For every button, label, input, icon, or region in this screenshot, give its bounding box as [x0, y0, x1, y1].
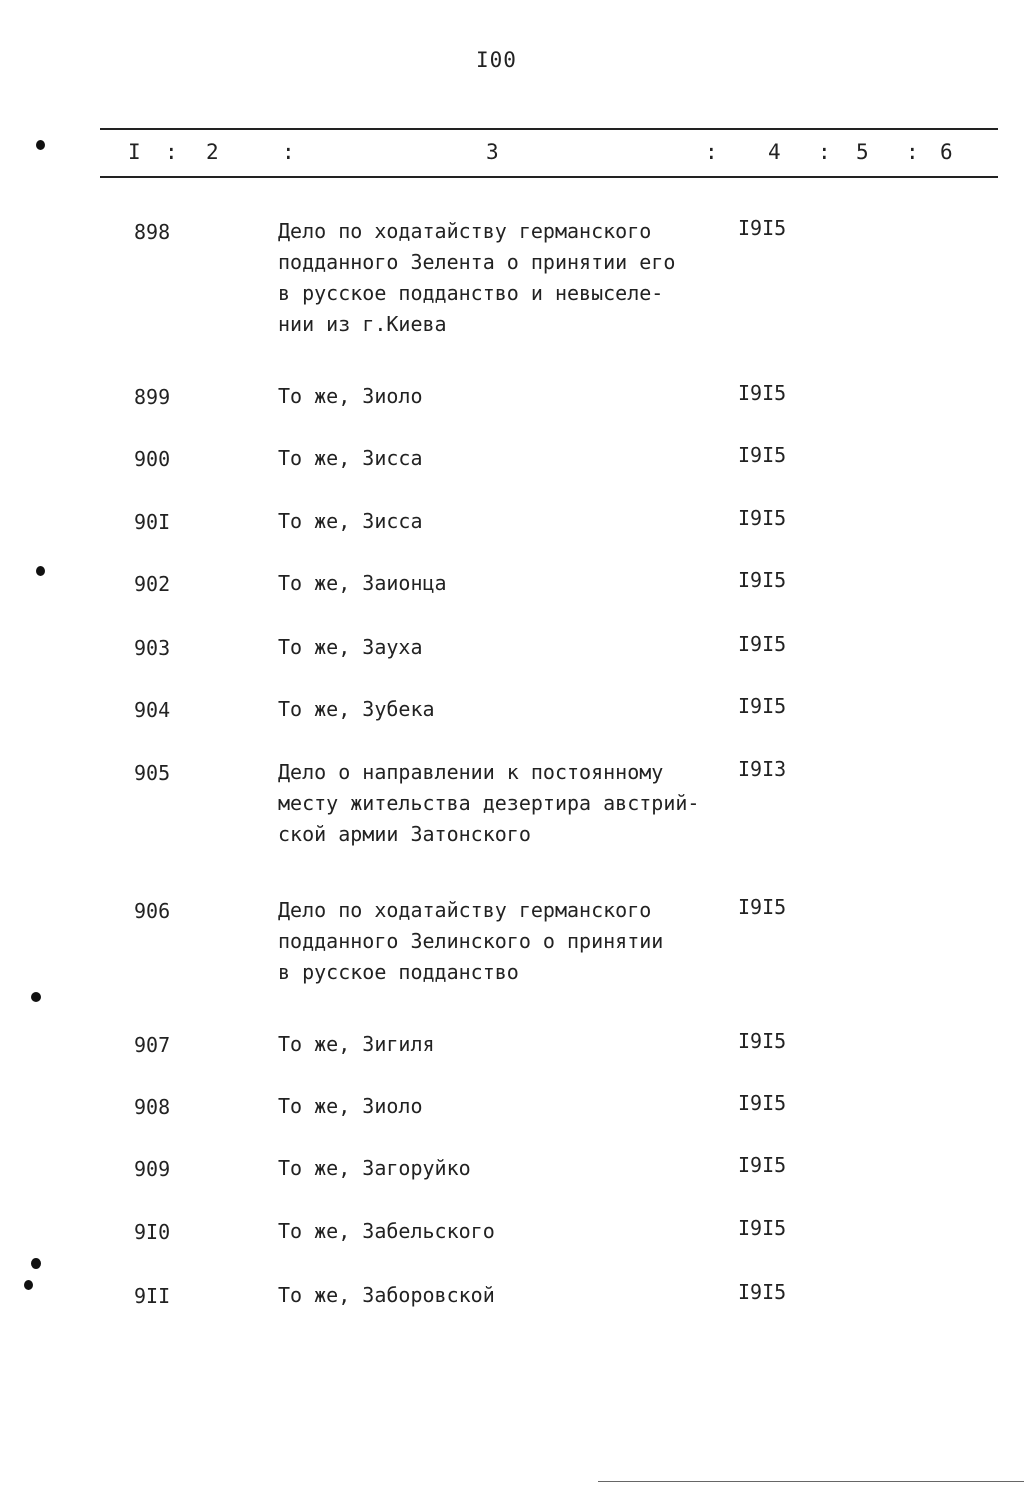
header-separator: : — [165, 140, 178, 164]
description-line: То же, Зисса — [278, 509, 423, 533]
entry-description — [278, 381, 738, 412]
footer-rule — [598, 1481, 1024, 1482]
description-line: подданного Зелента о принятии его — [278, 250, 676, 274]
header-col-1: I — [128, 140, 141, 164]
scan-speck — [31, 1258, 41, 1269]
scan-speck — [24, 1280, 33, 1290]
description-line: То же, Зигиля — [278, 1032, 435, 1056]
header-separator: : — [282, 140, 295, 164]
entry-year: I9I5 — [738, 694, 787, 718]
entry-number: 90I — [134, 510, 171, 534]
header-separator: : — [705, 140, 718, 164]
entry-year: I9I5 — [738, 1280, 787, 1304]
entry-number: 9I0 — [134, 1220, 171, 1244]
entry-description — [278, 895, 738, 988]
entry-year: I9I5 — [738, 568, 787, 592]
entry-year: I9I5 — [738, 632, 787, 656]
entry-description — [278, 632, 738, 663]
description-line: нии из г.Киева — [278, 312, 447, 336]
entry-number: 9II — [134, 1284, 171, 1308]
description-line: в русское подданство — [278, 960, 519, 984]
entry-number: 908 — [134, 1095, 171, 1119]
header-col-2: 2 — [206, 140, 219, 164]
entry-description — [278, 443, 738, 474]
description-line: ской армии Затонского — [278, 822, 531, 846]
description-line: месту жительства дезертира австрий- — [278, 791, 700, 815]
entry-description — [278, 694, 738, 725]
scan-speck — [31, 992, 41, 1002]
description-line: То же, Зиоло — [278, 384, 423, 408]
entry-number: 906 — [134, 899, 171, 923]
entry-year: I9I5 — [738, 1029, 787, 1053]
header-col-5: 5 — [856, 140, 869, 164]
entry-year: I9I5 — [738, 1153, 787, 1177]
entry-year: I9I5 — [738, 895, 787, 919]
entry-number: 900 — [134, 447, 171, 471]
entry-number: 902 — [134, 572, 171, 596]
entry-number: 899 — [134, 385, 171, 409]
entry-description — [278, 757, 738, 850]
entry-description — [278, 1216, 738, 1247]
entry-year: I9I5 — [738, 1091, 787, 1115]
description-line: То же, Загоруйко — [278, 1156, 471, 1180]
entry-number: 909 — [134, 1157, 171, 1181]
table-header-bottom-rule — [100, 176, 998, 178]
description-line: То же, Зауха — [278, 635, 423, 659]
entry-description — [278, 1029, 738, 1060]
entry-year: I9I5 — [738, 381, 787, 405]
header-col-3: 3 — [486, 140, 499, 164]
entry-number: 905 — [134, 761, 171, 785]
description-line: Дело по ходатайству германского — [278, 898, 652, 922]
entry-year: I9I5 — [738, 216, 787, 240]
entry-description — [278, 568, 738, 599]
description-line: в русское подданство и невыселе- — [278, 281, 664, 305]
entry-number: 907 — [134, 1033, 171, 1057]
scan-speck — [36, 566, 45, 576]
header-col-6: 6 — [940, 140, 953, 164]
table-header-top-rule — [100, 128, 998, 130]
header-separator: : — [906, 140, 919, 164]
header-col-4: 4 — [768, 140, 781, 164]
entry-year: I9I5 — [738, 443, 787, 467]
page-number: I00 — [476, 48, 517, 72]
entry-year: I9I5 — [738, 506, 787, 530]
description-line: То же, Зиоло — [278, 1094, 423, 1118]
scan-speck — [36, 140, 45, 150]
entry-year: I9I5 — [738, 1216, 787, 1240]
entry-description — [278, 1091, 738, 1122]
description-line: То же, Заборовской — [278, 1283, 495, 1307]
description-line: То же, Заионца — [278, 571, 447, 595]
description-line: То же, Зубека — [278, 697, 435, 721]
entry-number: 898 — [134, 220, 171, 244]
entry-description — [278, 1153, 738, 1184]
entry-description — [278, 216, 738, 340]
entry-description — [278, 506, 738, 537]
entry-description — [278, 1280, 738, 1311]
entry-year: I9I3 — [738, 757, 787, 781]
description-line: То же, Забельского — [278, 1219, 495, 1243]
entry-number: 904 — [134, 698, 171, 722]
description-line: Дело по ходатайству германского — [278, 219, 652, 243]
header-separator: : — [818, 140, 831, 164]
description-line: подданного Зелинского о принятии — [278, 929, 664, 953]
description-line: То же, Зисса — [278, 446, 423, 470]
description-line: Дело о направлении к постоянному — [278, 760, 664, 784]
entry-number: 903 — [134, 636, 171, 660]
